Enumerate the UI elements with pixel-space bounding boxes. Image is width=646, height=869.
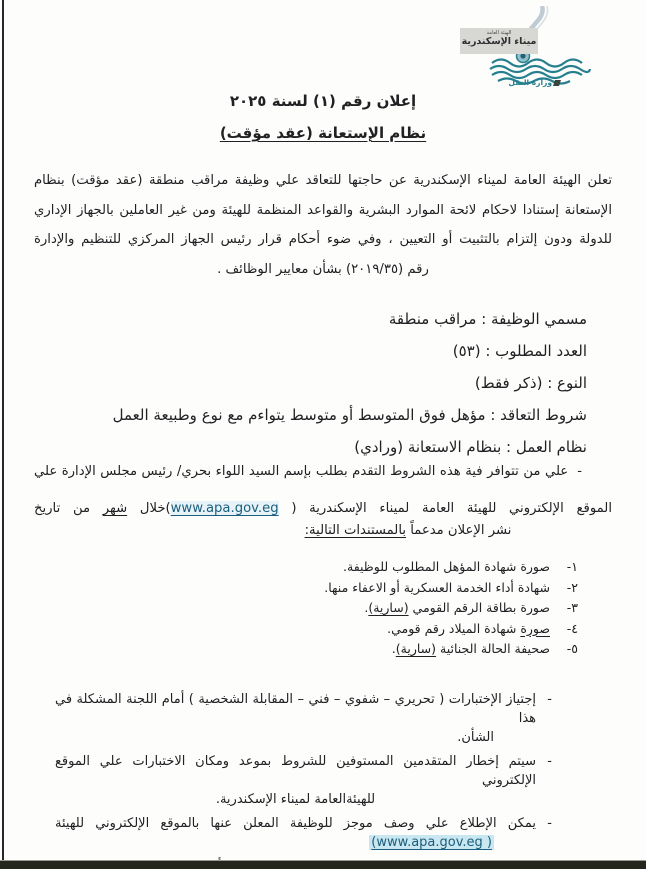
documents-phrase-underlined: بالمستندات التالية: <box>304 523 407 538</box>
announcement-title <box>0 85 646 149</box>
logo-name-box <box>460 28 538 54</box>
footer-notes <box>55 690 552 869</box>
bullet-dash-icon: - <box>577 464 583 479</box>
logo-authority-small-label: الهيئة العامة <box>486 30 512 36</box>
bullet-dash-icon: - <box>547 692 552 707</box>
bullet-dash-icon: - <box>547 816 552 831</box>
logo-port-name: ميناء الإسكندرية <box>461 36 537 47</box>
intro-line: تعلن الهيئة العامة لميناء الإسكندرية عن حاجتها للتعاقد علي وظيفة مراقب منطقة (عقد مؤقت) بنظام <box>34 173 612 188</box>
job-gender-line: النوع : (ذكر فقط) <box>474 374 587 392</box>
apply-line1: - علي من تتوافر فية هذه الشروط التقدم بطلب بإسم السيد اللواء بحري/ رئيس مجلس الإدارة علي <box>34 464 583 479</box>
bullet-dash-icon: - <box>547 754 552 769</box>
duration-underlined: شهر <box>102 501 128 516</box>
application-instructions <box>34 462 612 542</box>
note-bullet-job-description: - يمكن الإطلاع علي وصف موجز للوظيفة المعلن عنها بالموقع الإلكتروني للهيئة (www.apa.gov.eg ) <box>55 816 552 850</box>
item-number: ٢- <box>566 579 578 595</box>
list-item: ١- صورة شهادة المؤهل المطلوب للوظيفة. <box>60 557 578 578</box>
title-line2: نظام الإستعانة (عقد مؤقت) <box>219 124 427 142</box>
list-item: ٤- صورة شهادة الميلاد رقم قومي. <box>60 619 578 640</box>
apa-website-link-2[interactable]: (www.apa.gov.eg ) <box>371 835 492 850</box>
item-number: ٣- <box>566 600 578 615</box>
item-number: ٥- <box>566 641 578 656</box>
job-details <box>34 303 587 463</box>
job-conditions-line: شروط التعاقد : مؤهل فوق المتوسط أو متوسط يتواءم مع نوع وطبيعة العمل <box>112 406 587 424</box>
intro-line: للدولة ودون إلتزام بالتثبيت أو التعيين ، وفي ضوء أحكام قرار رئيس الجهاز المركزي للتنظيم والإدارة <box>34 232 612 247</box>
title-line1: إعلان رقم (١) لسنة ٢٠٢٥ <box>229 92 417 110</box>
apply-line3: نشر الإعلان مدعماً بالمستندات التالية: <box>304 523 512 538</box>
scan-bottom-bar <box>0 861 646 869</box>
documents-list <box>60 557 578 660</box>
list-item: ٣- صورة بطاقة الرقم القومي (سارية). <box>60 598 578 619</box>
logo-sun-center <box>520 53 525 58</box>
intro-line: رقم (٢٠١٩/٣٥) بشأن معايير الوظائف . <box>217 261 429 277</box>
note-bullet-notification: - سيتم إخطار المتقدمين المستوفين للشروط بموعد ومكان الاختبارات علي الموقع الإلكتروني للهيئةالعامة لميناء الإسكندرية. <box>55 754 552 807</box>
note-bullet-exams: - إجتياز الإختبارات ( تحريري – شفوي – فني – المقابلة الشخصية ) أمام اللجنة المشكلة في هذا الشأن. <box>55 692 552 745</box>
job-title-line: مسمي الوظيفة : مراقب منطقة <box>388 310 587 328</box>
item-number: ٤- <box>566 620 578 636</box>
intro-paragraph <box>34 166 612 284</box>
list-item: ٢- شهادة أداء الخدمة العسكرية أو الاعفاء منها. <box>60 578 578 599</box>
job-system-line: نظام العمل : بنظام الاستعانة (ورادي) <box>354 438 587 456</box>
apa-website-link[interactable]: www.apa.gov.eg <box>170 501 279 516</box>
logo-ministry-label: وزارة النقل <box>509 78 560 87</box>
intro-line: الإستعانة إستنادا لاحكام لائحة الموارد البشرية والقواعد المنظمة للهيئة ومن غير العاملين بالجهاز الإداري <box>34 202 612 218</box>
apply-line2: الموقع الإلكتروني للهيئة العامة لميناء الإسكندرية ( www.apa.gov.eg)خلال شهر من تاريخ <box>34 501 612 516</box>
job-count-line: العدد المطلوب : (٥٣) <box>452 342 587 360</box>
item-number: ١- <box>566 559 578 574</box>
list-item: ٥- صحيفة الحالة الجنائية (سارية). <box>60 639 578 660</box>
